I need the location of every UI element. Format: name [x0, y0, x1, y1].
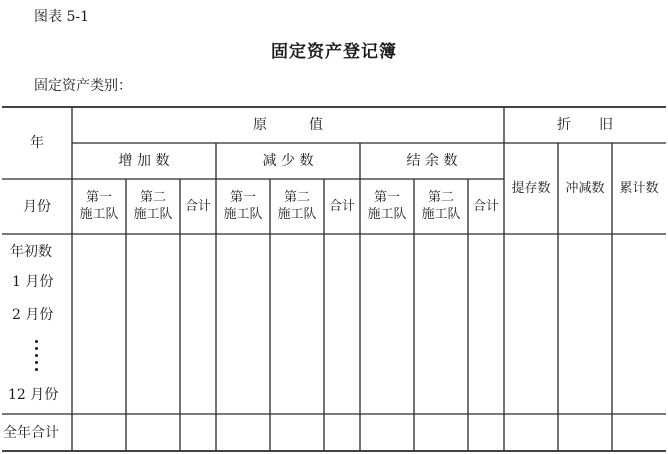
figure-label: 图表 5-1 [34, 9, 89, 25]
accumulated-header: 累计数 [619, 181, 659, 196]
row-label-feb: 2 月份 [12, 307, 54, 323]
month-header: 月份 [23, 199, 51, 215]
team2-header: 第二 施工队 [421, 190, 461, 222]
offset-header: 冲减数 [565, 181, 605, 196]
ellipsis-vertical [34, 340, 40, 375]
asset-category-label: 固定资产类别： [34, 78, 132, 94]
row-label-jan: 1 月份 [12, 274, 54, 290]
decrease-header: 减 少 数 [262, 153, 314, 169]
balance-header: 结 余 数 [406, 153, 458, 169]
team1-header: 第一 施工队 [367, 190, 407, 222]
subtotal-header: 合计 [472, 199, 499, 214]
team1-header: 第一 施工队 [223, 190, 263, 222]
row-label-opening: 年初数 [10, 244, 52, 260]
row-label-annual-total: 全年合计 [3, 425, 59, 441]
original-value-header: 原 值 [253, 117, 323, 133]
row-label-dec: 12 月份 [8, 387, 59, 403]
provision-header: 提存数 [511, 181, 551, 196]
team2-header: 第二 施工队 [133, 190, 173, 222]
page-title: 固定资产登记簿 [271, 42, 397, 62]
increase-header: 增 加 数 [118, 153, 170, 169]
team1-header: 第一 施工队 [79, 190, 119, 222]
subtotal-header: 合计 [184, 199, 211, 214]
subtotal-header: 合计 [328, 199, 355, 214]
year-header: 年 [30, 135, 44, 151]
depreciation-header: 折 旧 [557, 117, 613, 133]
team2-header: 第二 施工队 [277, 190, 317, 222]
